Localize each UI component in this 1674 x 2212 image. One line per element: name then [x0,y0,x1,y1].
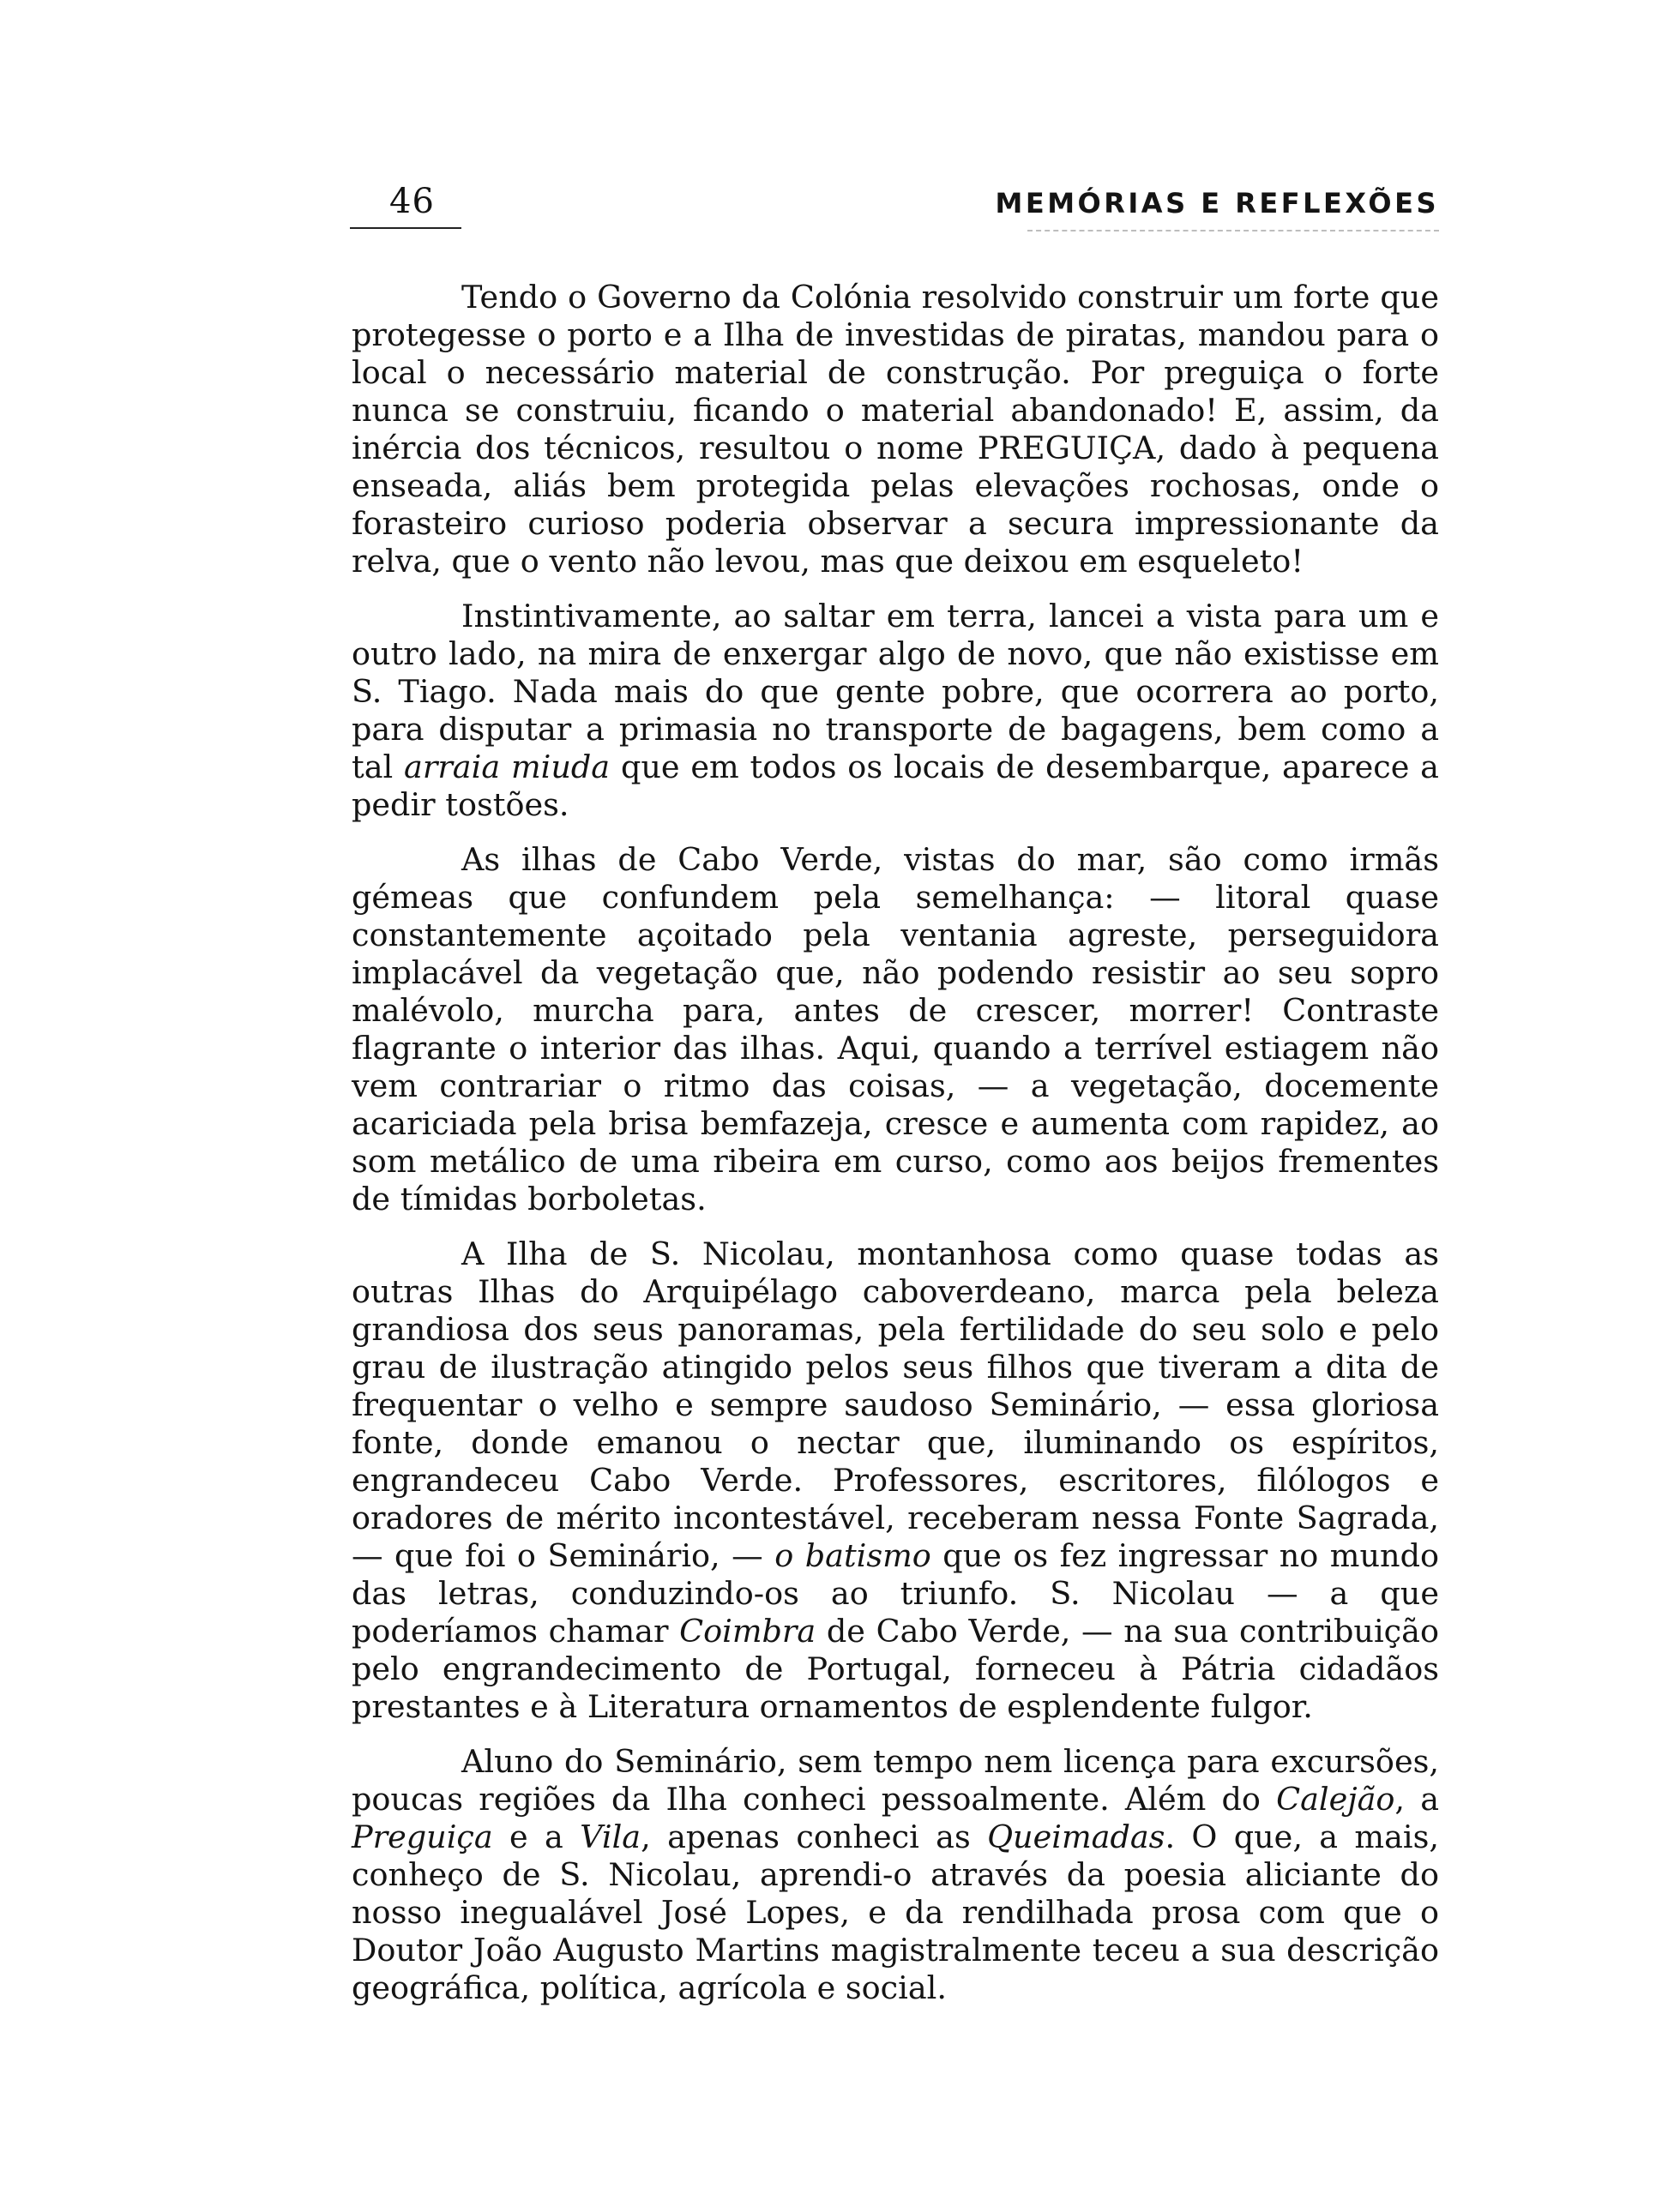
paragraph-text: Aluno do Seminário, sem tempo nem licença para excursões, poucas regiões da Ilha conheci pessoalmente. Além do [352,1743,1439,1818]
page-header [350,176,1439,244]
paragraph-text: As ilhas de Cabo Verde, vistas do mar, são como irmãs gémeas que confundem pela semelhança: — litoral quase constantemente açoitado pela ventania agreste, perseguidora implacável da vegetação que, não podendo resistir ao seu sopro malévolo, murcha para, antes de crescer, morrer! Contraste flagrante o interior das ilhas. Aqui, quando a terrível estiagem não vem contrariar o ritmo das coisas, — a vegetação, docemente acariciada pela brisa bemfazeja, cresce e aumenta com rapidez, ao som metálico de uma ribeira em curso, como aos beijos frementes de tímidas borboletas. [352,841,1439,1217]
paragraph [352,598,1439,824]
page-number-rule [350,227,461,229]
paragraph-text: . O que, a mais, conheço de S. Nicolau, aprendi-o através da poesia aliciante do nosso inegualável José Lopes, e da rendilhada prosa com que o Doutor João Augusto Martins magistralmente teceu a sua descrição geográfica, política, agrícola e social. [352,1818,1439,2006]
italic-text: Queimadas [987,1818,1165,1855]
body-text [352,279,1439,2024]
paragraph [352,1235,1439,1726]
italic-text: o batismo [774,1537,931,1574]
paragraph [352,279,1439,580]
page-number: 46 [389,182,435,221]
paragraph-text: que em todos os locais de desembarque, aparece a pedir tostões. [352,748,1439,823]
paragraph-text: A Ilha de S. Nicolau, montanhosa como quase todas as outras Ilhas do Arquipélago caboverdeano, marca pela beleza grandiosa dos seus panoramas, pela fertilidade do seu solo e pelo grau de ilustração atingido pelos seus filhos que tiveram a dita de frequentar o velho e sempre saudoso Seminário, — essa gloriosa fonte, donde emanou o nectar que, iluminando os espíritos, engrandeceu Cabo Verde. Professores, escritores, filólogos e oradores de mérito incontestável, receberam nessa Fonte Sagrada, — que foi o Seminário, — [352,1235,1439,1574]
paragraph-text: e a [492,1818,581,1855]
paragraph [352,841,1439,1218]
paragraph-text: Tendo o Governo da Colónia resolvido construir um forte que protegesse o porto e a Ilha de investidas de piratas, mandou para o local o necessário material de construção. Por preguiça o forte nunca se construiu, ficando o material abandonado! E, assim, da inércia dos técnicos, resultou o nome PREGUIÇA, dado à pequena enseada, aliás bem protegida pelas elevações rochosas, onde o forasteiro curioso poderia observar a secura impressionante da relva, que o vento não levou, mas que deixou em esqueleto! [352,279,1439,580]
paragraph-text: , apenas conheci as [641,1818,988,1855]
italic-text: Calejão [1276,1781,1395,1818]
paragraph-text: que os fez ingressar no mundo das letras, conduzindo-os ao triunfo. S. Nicolau — a que poderíamos chamar [352,1537,1440,1650]
paragraph-text: , a [1394,1781,1439,1818]
running-title-rule [1027,230,1439,231]
italic-text: Coimbra [679,1613,816,1650]
paragraph-text: de Cabo Verde, — na sua contribuição pelo engrandecimento de Portugal, forneceu à Pátria cidadãos prestantes e à Literatura ornamentos de esplendente fulgor. [352,1613,1439,1725]
italic-text: arraia miuda [404,748,611,785]
italic-text: Preguiça [352,1818,493,1855]
italic-text: Vila [580,1818,641,1855]
paragraph-text: Instintivamente, ao saltar em terra, lancei a vista para um e outro lado, na mira de enxergar algo de novo, que não existisse em S. Tiago. Nada mais do que gente pobre, que ocorrera ao porto, para disputar a primasia no transporte de bagagens, bem como a tal [352,598,1439,785]
paragraph [352,1743,1439,2007]
running-title: MEMÓRIAS E REFLEXÕES [995,187,1439,219]
